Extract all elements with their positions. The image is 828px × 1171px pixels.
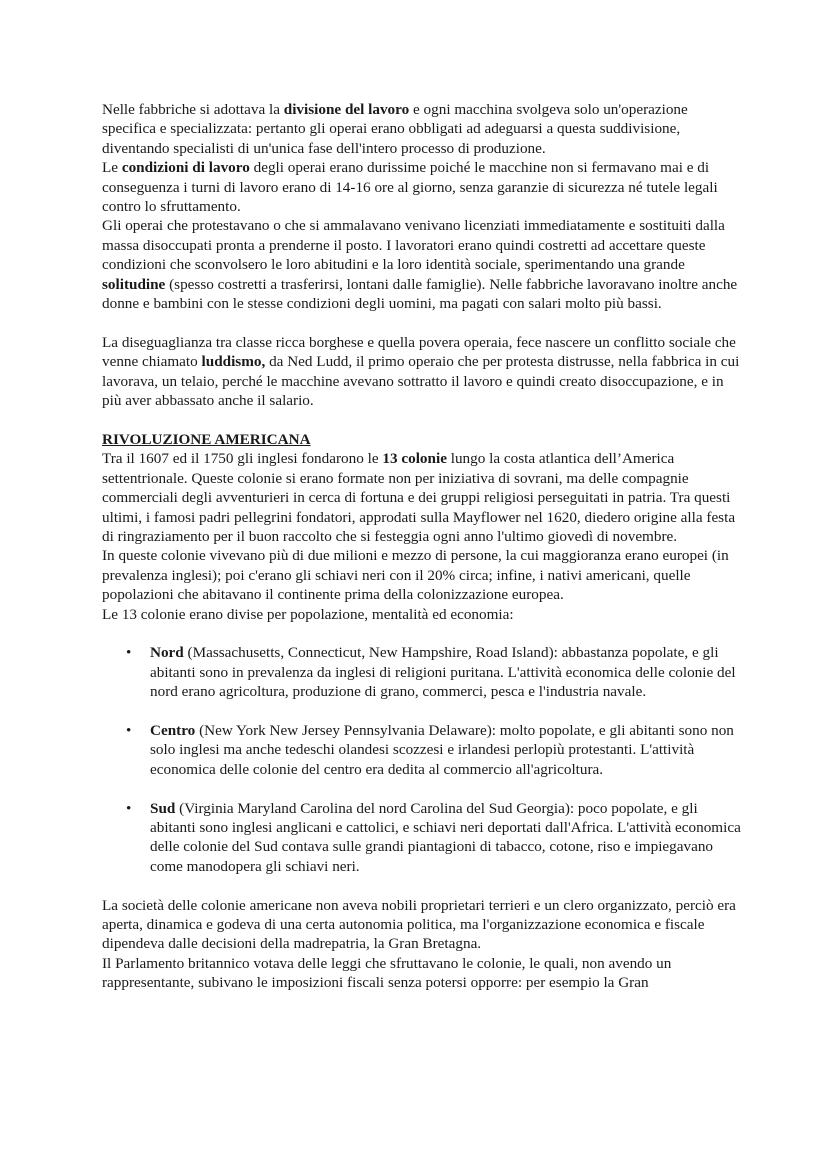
text-run: La diseguaglianza tra classe ricca borghese e quella povera operaia, fece nascere un conflitto sociale che venne chiamato [102,333,736,371]
paragraph-population: In queste colonie vivevano più di due milioni e mezzo di persone, la cui maggioranza erano europei (in prevalenza inglesi); poi c'erano gli schiavi neri con il 20% circa; infine, i nativi americani, quelle popolazioni che abitavano il continente prima della colonizzazione europea. [102,547,729,604]
bullet-icon: • [126,799,132,817]
spacer [102,702,742,721]
text-run: da Ned Ludd, il primo operaio che per protesta distrusse, nella fabbrica in cui lavorava, un telaio, perché le macchine avevano sottratto il lavoro e quindi creato disoccupazione, e in più aver abbassato anche il salario. [102,353,740,410]
paragraph-division-of-labour [102,100,742,158]
list-item-centro [102,721,742,779]
paragraph-british-parliament: Il Parlamento britannico votava delle leggi che sfruttavano le colonie, le quali, non avendo un rappresentante, subivano le imposizioni fiscali senza potersi opporre: per esempio la Gran [102,954,672,992]
bullet-icon: • [126,644,132,662]
text-run: (spesso costretti a trasferirsi, lontani dalle famiglie). Nelle fabbriche lavoravano inoltre anche donne e bambini con le stesse condizioni degli uomini, ma pagati con salari molto più bassi. [102,275,738,313]
spacer [102,410,742,429]
document-page [102,100,742,993]
text-run: Le [102,159,122,177]
text-run: lungo la costa atlantica dell’America settentrionale. Queste colonie si erano formate non per iniziativa di sovrani, ma delle compagnie commerciali degli avventurieri in cerca di fortuna e dei gruppi religiosi perseguitati in patria. Tra questi ultimi, i famosi padri pellegrini fondatori, approdati sulla Mayflower nel 1620, diedero origine alla festa di ringraziamento per il buon raccolto che si festeggia ogni anno l'ultimo giovedì di novembre. [102,450,736,545]
bold-term: Nord [150,644,184,662]
bold-term: 13 colonie [382,450,447,468]
paragraph-luddism [102,333,742,411]
text-run: e ogni macchina svolgeva solo un'operazione specifica e specializzata: pertanto gli operai erano obbligati ad adeguarsi a questa suddivisione, diventando specialisti di un'unica fase dell'intero processo di produzione. [102,101,688,157]
colonies-list [102,643,742,876]
section-heading: RIVOLUZIONE AMERICANA [102,430,311,448]
text-run: (Massachusetts, Connecticut, New Hampshire, Road Island): abbastanza popolate, e gli abitanti sono in prevalenza da inglesi di religioni puritana. L'attività economica delle colonie del nord erano agricoltura, produzione di grano, commerci, pesca e l'industria navale. [150,644,736,701]
text-run: (New York New Jersey Pennsylvania Delaware): molto popolate, e gli abitanti sono non solo inglesi ma anche tedeschi olandesi scozzesi e irlandesi perlopiù protestanti. L'attività economica delle colonie del centro era dedita al commercio all'agricoltura. [150,721,734,778]
bold-term: condizioni di lavoro [121,159,250,177]
bold-term: Centro [150,721,196,739]
spacer [102,313,742,332]
paragraph-solitude [102,216,742,313]
paragraph-division-intro: Le 13 colonie erano divise per popolazione, mentalità ed economia: [102,605,514,623]
text-run: Gli operai che protestavano o che si ammalavano venivano licenziati immediatamente e sostituiti dalla massa disoccupati pronta a prenderne il posto. I lavoratori erano quindi costretti ad accettare queste condizioni che sconvolsero le loro abitudini e la loro identità sociale, sperimentando una grande [102,217,725,274]
text-run: (Virginia Maryland Carolina del nord Carolina del Sud Georgia): poco popolate, e gli abitanti sono inglesi anglicani e cattolici, e schiavi neri deportati dall'Africa. L'attività economica delle colonie del Sud contava sulle grandi piantagioni di tabacco, cotone, riso e impiegavano come manodopera gli schiavi neri. [150,799,741,875]
bullet-icon: • [126,721,132,739]
paragraph-colonial-society: La società delle colonie americane non aveva nobili proprietari terrieri e un clero organizzato, perciò era aperta, dinamica e godeva di una certa autonomia politica, ma l'organizzazione economica e fiscale dipendeva dalle decisioni della madrepatria, la Gran Bretagna. [102,896,736,953]
text-run: Tra il 1607 ed il 1750 gli inglesi fondarono le [102,450,383,468]
bold-term: Sud [150,799,176,817]
spacer [102,624,742,643]
paragraph-working-conditions [102,158,742,216]
paragraph-13-colonies [102,449,742,546]
list-item-nord [102,643,742,701]
spacer [102,876,742,895]
spacer [102,779,742,798]
text-run: Nelle fabbriche si adottava la [102,101,284,118]
text-run: degli operai erano durissime poiché le macchine non si fermavano mai e di conseguenza i turni di lavoro erano di 14-16 ore al giorno, senza garanzie di sicurezza né tutele legali contro lo sfruttamento. [102,159,718,216]
list-item-sud [102,799,742,877]
bold-term: luddismo, [201,353,266,371]
bold-term: solitudine [102,275,166,293]
bold-term: divisione del lavoro [283,101,410,118]
